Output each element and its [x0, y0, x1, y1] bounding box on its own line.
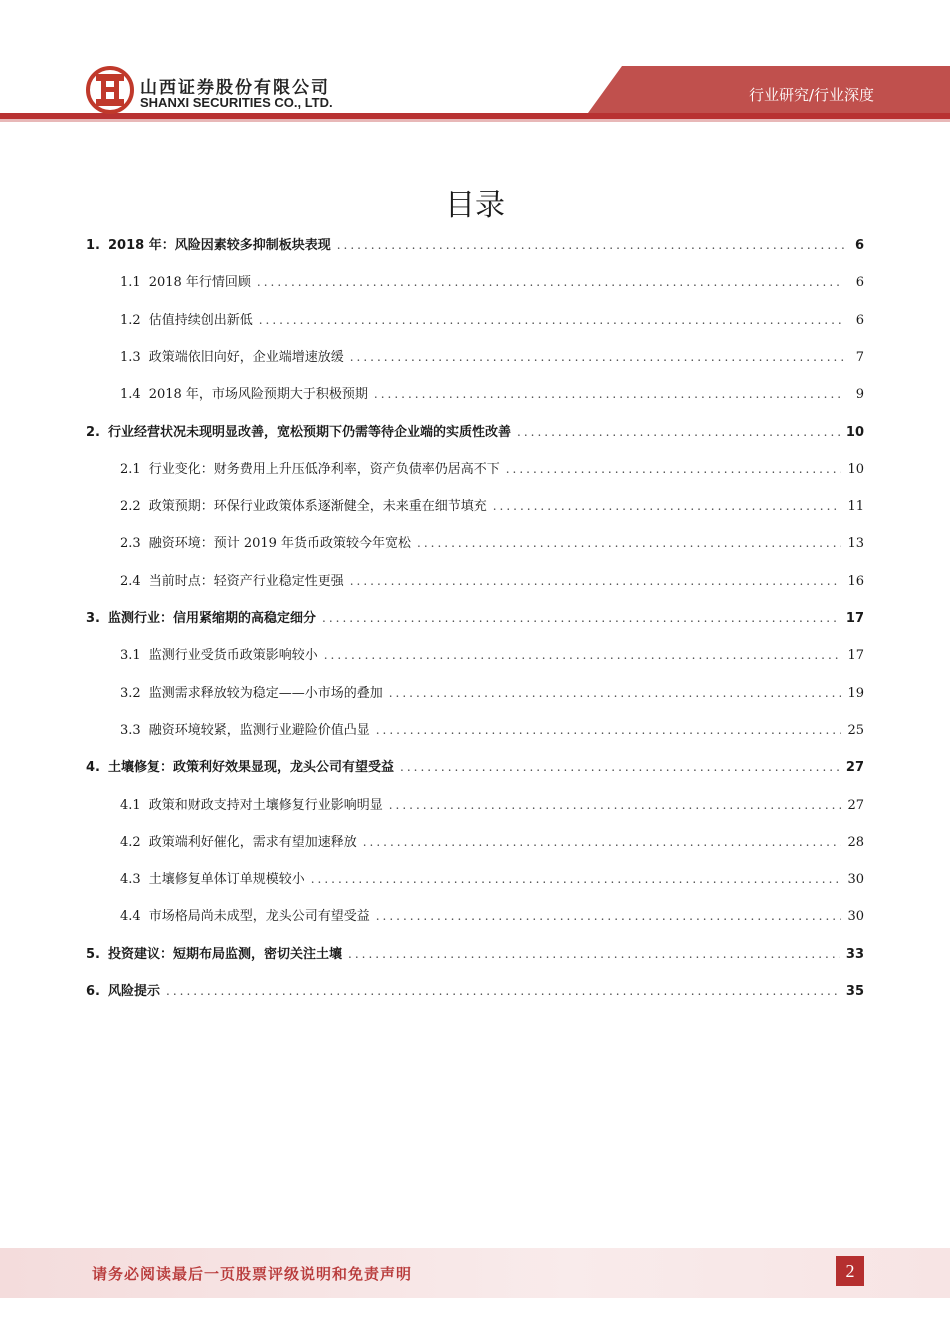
- toc-dot-leader: [517, 425, 840, 439]
- toc-entry-page: 7: [855, 349, 864, 365]
- toc-entry-page: 30: [847, 872, 864, 888]
- toc-entry-number: 3.: [86, 611, 100, 626]
- toc-entry-number: 1.4: [120, 387, 141, 403]
- toc-entry-page: 17: [845, 611, 864, 626]
- toc-entry-number: 2.3: [120, 536, 141, 552]
- toc-entry[interactable]: [120, 794, 864, 818]
- toc-dot-leader: [166, 984, 840, 998]
- toc-entry-title: 监测行业：信用紧缩期的高稳定细分: [107, 611, 316, 626]
- toc-entry-number: 4.: [86, 760, 100, 776]
- toc-entry[interactable]: [120, 495, 864, 519]
- toc-entry-page: 27: [845, 760, 864, 776]
- toc-entry-page: 16: [847, 573, 864, 589]
- toc-entry-page: 10: [845, 424, 864, 440]
- toc-entry[interactable]: [120, 346, 864, 370]
- toc-entry[interactable]: [86, 421, 864, 445]
- toc-dot-leader: [348, 947, 840, 961]
- toc-entry-page: 19: [847, 685, 864, 701]
- toc-entry-title: 土壤修复：政策利好效果显现，龙头公司有望受益: [107, 760, 394, 776]
- toc-entry-title: 监测需求释放较为稳定——小市场的叠加: [148, 685, 383, 701]
- toc-entry-title: 市场格局尚未成型，龙头公司有望受益: [148, 909, 370, 925]
- toc-dot-leader: [324, 648, 842, 662]
- toc-entry-page: 6: [855, 275, 864, 291]
- page-header: [0, 0, 950, 130]
- toc-dot-leader: [493, 499, 842, 513]
- toc-entry-number: 3.3: [120, 722, 141, 738]
- company-logo-icon: [86, 66, 134, 114]
- toc-entry-title: 风险提示: [107, 984, 160, 999]
- footer-disclaimer: 请务必阅读最后一页股票评级说明和免责声明: [92, 1265, 413, 1283]
- toc-entry-title: 监测行业受货币政策影响较小: [148, 648, 318, 664]
- toc-dot-leader: [257, 275, 844, 289]
- toc-entry[interactable]: [120, 719, 864, 743]
- toc-entry-number: 5.: [86, 946, 100, 962]
- toc-entry-title: 估值持续创出新低: [148, 312, 253, 328]
- toc-entry-title: 行业经营状况未现明显改善，宽松预期下仍需等待企业端的实质性改善: [107, 424, 511, 440]
- toc-entry-page: 11: [847, 499, 864, 515]
- toc-entry-title: 政策预期：环保行业政策体系逐渐健全，未来重在细节填充: [148, 499, 487, 515]
- toc-dot-leader: [400, 760, 840, 774]
- header-band: [0, 0, 950, 130]
- toc-entry[interactable]: [120, 458, 864, 482]
- toc-entry-number: 2.: [86, 424, 100, 440]
- toc-dot-leader: [376, 909, 842, 923]
- toc-entry-title: 融资环境较紧，监测行业避险价值凸显: [148, 722, 370, 738]
- toc-dot-leader: [417, 536, 841, 550]
- toc-entry-number: 4.2: [120, 834, 141, 850]
- toc-entry[interactable]: [120, 868, 864, 892]
- toc-entry-page: 35: [845, 984, 864, 999]
- toc-entry-title: 投资建议：短期布局监测，密切关注土壤: [107, 946, 342, 962]
- toc-entry[interactable]: [86, 234, 864, 258]
- toc-dot-leader: [259, 313, 844, 327]
- toc-entry-number: 1.1: [120, 275, 141, 291]
- toc-entry-title: 2018 年：风险因素较多抑制板块表现: [107, 238, 331, 253]
- toc-entry[interactable]: [86, 943, 864, 967]
- toc-dot-leader: [389, 798, 842, 812]
- toc-entry-number: 6.: [86, 984, 100, 999]
- toc-dot-leader: [337, 238, 844, 252]
- toc-entry-page: 30: [847, 909, 864, 925]
- toc-entry-title: 当前时点：轻资产行业稳定性更强: [148, 573, 344, 589]
- toc-entry-page: 17: [847, 648, 864, 664]
- company-name-cn: 山西证券股份有限公司: [140, 78, 330, 98]
- toc-dot-leader: [350, 574, 842, 588]
- toc-entry-number: 4.3: [120, 872, 141, 888]
- toc-entry[interactable]: [120, 831, 864, 855]
- toc-dot-leader: [506, 462, 842, 476]
- toc-entry-number: 2.1: [120, 461, 141, 477]
- toc-entry[interactable]: [120, 271, 864, 295]
- toc-entry[interactable]: [120, 532, 864, 556]
- toc-entry-number: 3.1: [120, 648, 141, 664]
- toc-entry-page: 6: [854, 238, 864, 253]
- toc-dot-leader: [350, 350, 844, 364]
- toc-entry-title: 2018 年行情回顾: [148, 275, 251, 291]
- toc-entry[interactable]: [86, 980, 864, 1004]
- toc-entry-page: 25: [847, 722, 864, 738]
- toc-entry-number: 1.2: [120, 312, 141, 328]
- toc-entry-title: 融资环境：预计 2019 年货币政策较今年宽松: [148, 536, 412, 552]
- page-title: 目录: [445, 188, 505, 223]
- toc-dot-leader: [363, 835, 842, 849]
- toc-entry-title: 政策端利好催化，需求有望加速释放: [148, 834, 357, 850]
- toc-dot-leader: [311, 872, 842, 886]
- toc-entry-number: 2.4: [120, 573, 141, 589]
- toc-entry-title: 政策端依旧向好，企业端增速放缓: [148, 349, 344, 365]
- toc-entry-number: 4.1: [120, 797, 141, 813]
- toc-entry-number: 4.4: [120, 909, 141, 925]
- toc-entry-page: 10: [847, 461, 864, 477]
- toc-entry[interactable]: [120, 682, 864, 706]
- toc-dot-leader: [389, 686, 842, 700]
- toc-entry-page: 13: [847, 536, 864, 552]
- toc-dot-leader: [322, 611, 840, 625]
- company-name-en: SHANXI SECURITIES CO., LTD.: [140, 95, 333, 110]
- toc-entry[interactable]: [120, 905, 864, 929]
- toc-entry[interactable]: [86, 607, 864, 631]
- toc-entry-page: 28: [847, 834, 864, 850]
- toc-entry-title: 政策和财政支持对土壤修复行业影响明显: [148, 797, 383, 813]
- toc-entry-page: 6: [855, 312, 864, 328]
- toc-entry-page: 9: [855, 387, 864, 403]
- page-number: 2: [836, 1256, 864, 1286]
- toc-entry-title: 2018 年，市场风险预期大于积极预期: [148, 387, 368, 403]
- toc-entry-number: 1.: [86, 238, 100, 253]
- toc-entry-title: 土壤修复单体订单规模较小: [148, 872, 305, 888]
- toc-entry-number: 1.3: [120, 349, 141, 365]
- toc-entry-number: 2.2: [120, 499, 141, 515]
- toc-entry[interactable]: [120, 383, 864, 407]
- toc-dot-leader: [376, 723, 842, 737]
- toc-entry-page: 33: [845, 946, 864, 962]
- toc-entry[interactable]: [120, 570, 864, 594]
- toc-entry-number: 3.2: [120, 685, 141, 701]
- toc-dot-leader: [374, 387, 844, 401]
- toc-entry[interactable]: [120, 309, 864, 333]
- toc-entry[interactable]: [86, 756, 864, 780]
- report-category: 行业研究/行业深度: [748, 86, 874, 104]
- toc-entry-title: 行业变化：财务费用上升压低净利率，资产负债率仍居高不下: [148, 461, 500, 477]
- toc-entry-page: 27: [847, 797, 864, 813]
- toc-entry[interactable]: [120, 644, 864, 668]
